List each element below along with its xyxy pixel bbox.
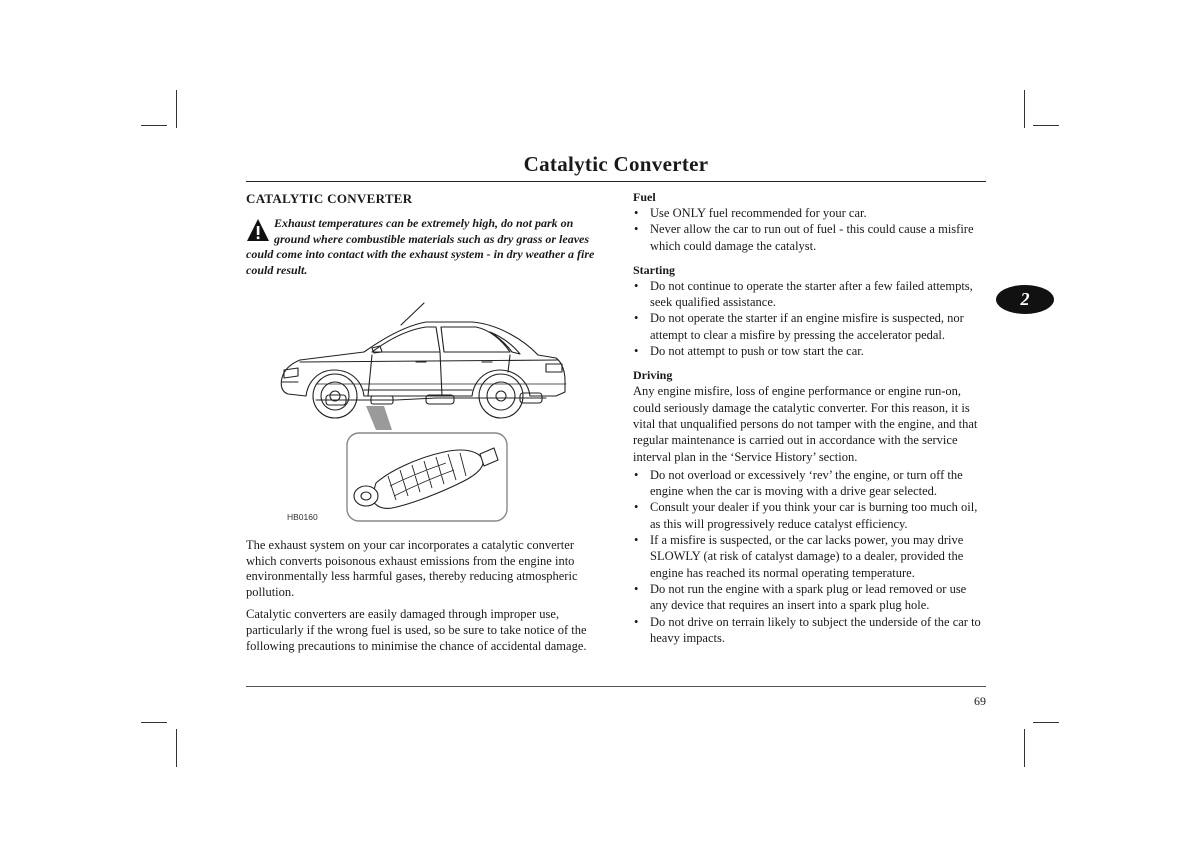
warning-icon	[246, 218, 270, 242]
chapter-tab: 2	[996, 285, 1054, 314]
right-column	[633, 190, 987, 655]
crop-mark	[1024, 90, 1025, 128]
crop-mark	[176, 729, 177, 767]
driving-heading: Driving	[633, 368, 673, 383]
crop-mark	[141, 722, 167, 723]
list-item: • Do not attempt to push or tow start the car.	[633, 343, 987, 359]
list-item: • Do not continue to operate the starter after a few failed attempts, seek qualified assistance.	[633, 278, 987, 311]
list-item: • Do not run the engine with a spark plug or lead removed or use any device that requires an insert into a spark plug hole.	[633, 581, 987, 614]
crop-mark	[1033, 722, 1059, 723]
car-illustration	[276, 300, 576, 530]
starting-heading: Starting	[633, 262, 675, 277]
crop-mark	[1033, 125, 1059, 126]
list-item: • If a misfire is suspected, or the car lacks power, you may drive SLOWLY (at risk of catalyst damage) to a dealer, provided the engine has reached its normal operating temperature.	[633, 532, 987, 581]
left-body	[246, 538, 598, 661]
crop-mark	[141, 125, 167, 126]
section-heading: CATALYTIC CONVERTER	[246, 191, 413, 206]
driving-list	[633, 467, 987, 646]
warning-block	[246, 216, 598, 278]
list-item: • Never allow the car to run out of fuel - this could cause a misfire which could damage the catalyst.	[633, 221, 987, 254]
page-title: Catalytic Converter	[523, 152, 709, 176]
driving-paragraph: Any engine misfire, loss of engine performance or engine run-on, could seriously damage the catalytic converter. For this reason, it is vital that unqualified persons do not tamper with the engine, and that regular maintenance is carried out in accordance with the service interval plan in the ‘Service History’ section.	[633, 384, 978, 464]
list-item: • Consult your dealer if you think your car is burning too much oil, as this will progressively reduce catalyst efficiency.	[633, 499, 987, 532]
fuel-list	[633, 205, 987, 254]
list-item: • Do not drive on terrain likely to subject the underside of the car to heavy impacts.	[633, 614, 987, 647]
crop-mark	[1024, 729, 1025, 767]
figure-caption: HB0160	[287, 512, 318, 522]
body-paragraph: Catalytic converters are easily damaged through improper use, particularly if the wrong fuel is used, so be sure to take notice of the following precautions to minimise the chance of accidental damage.	[246, 607, 587, 653]
body-paragraph: The exhaust system on your car incorporates a catalytic converter which converts poisonous exhaust emissions from the engine into environmentally less harmful gases, thereby reducing atmospheric pollution.	[246, 538, 578, 599]
crop-mark	[176, 90, 177, 128]
page-number: 69	[974, 694, 986, 708]
warning-text: Exhaust temperatures can be extremely high, do not park on ground where combustible materials such as dry grass or leaves could come into contact with the exhaust system - in dry weather a fire could result.	[246, 216, 595, 277]
fuel-heading: Fuel	[633, 190, 656, 204]
list-item: • Use ONLY fuel recommended for your car.	[633, 205, 987, 221]
left-column	[246, 191, 598, 278]
starting-list	[633, 278, 987, 359]
list-item: • Do not operate the starter if an engine misfire is suspected, nor attempt to clear a misfire by pressing the accelerator pedal.	[633, 310, 987, 343]
footer-rule	[246, 686, 986, 687]
header-rule	[246, 181, 986, 182]
list-item: • Do not overload or excessively ‘rev’ the engine, or turn off the engine when the car is moving with a drive gear selected.	[633, 467, 987, 500]
